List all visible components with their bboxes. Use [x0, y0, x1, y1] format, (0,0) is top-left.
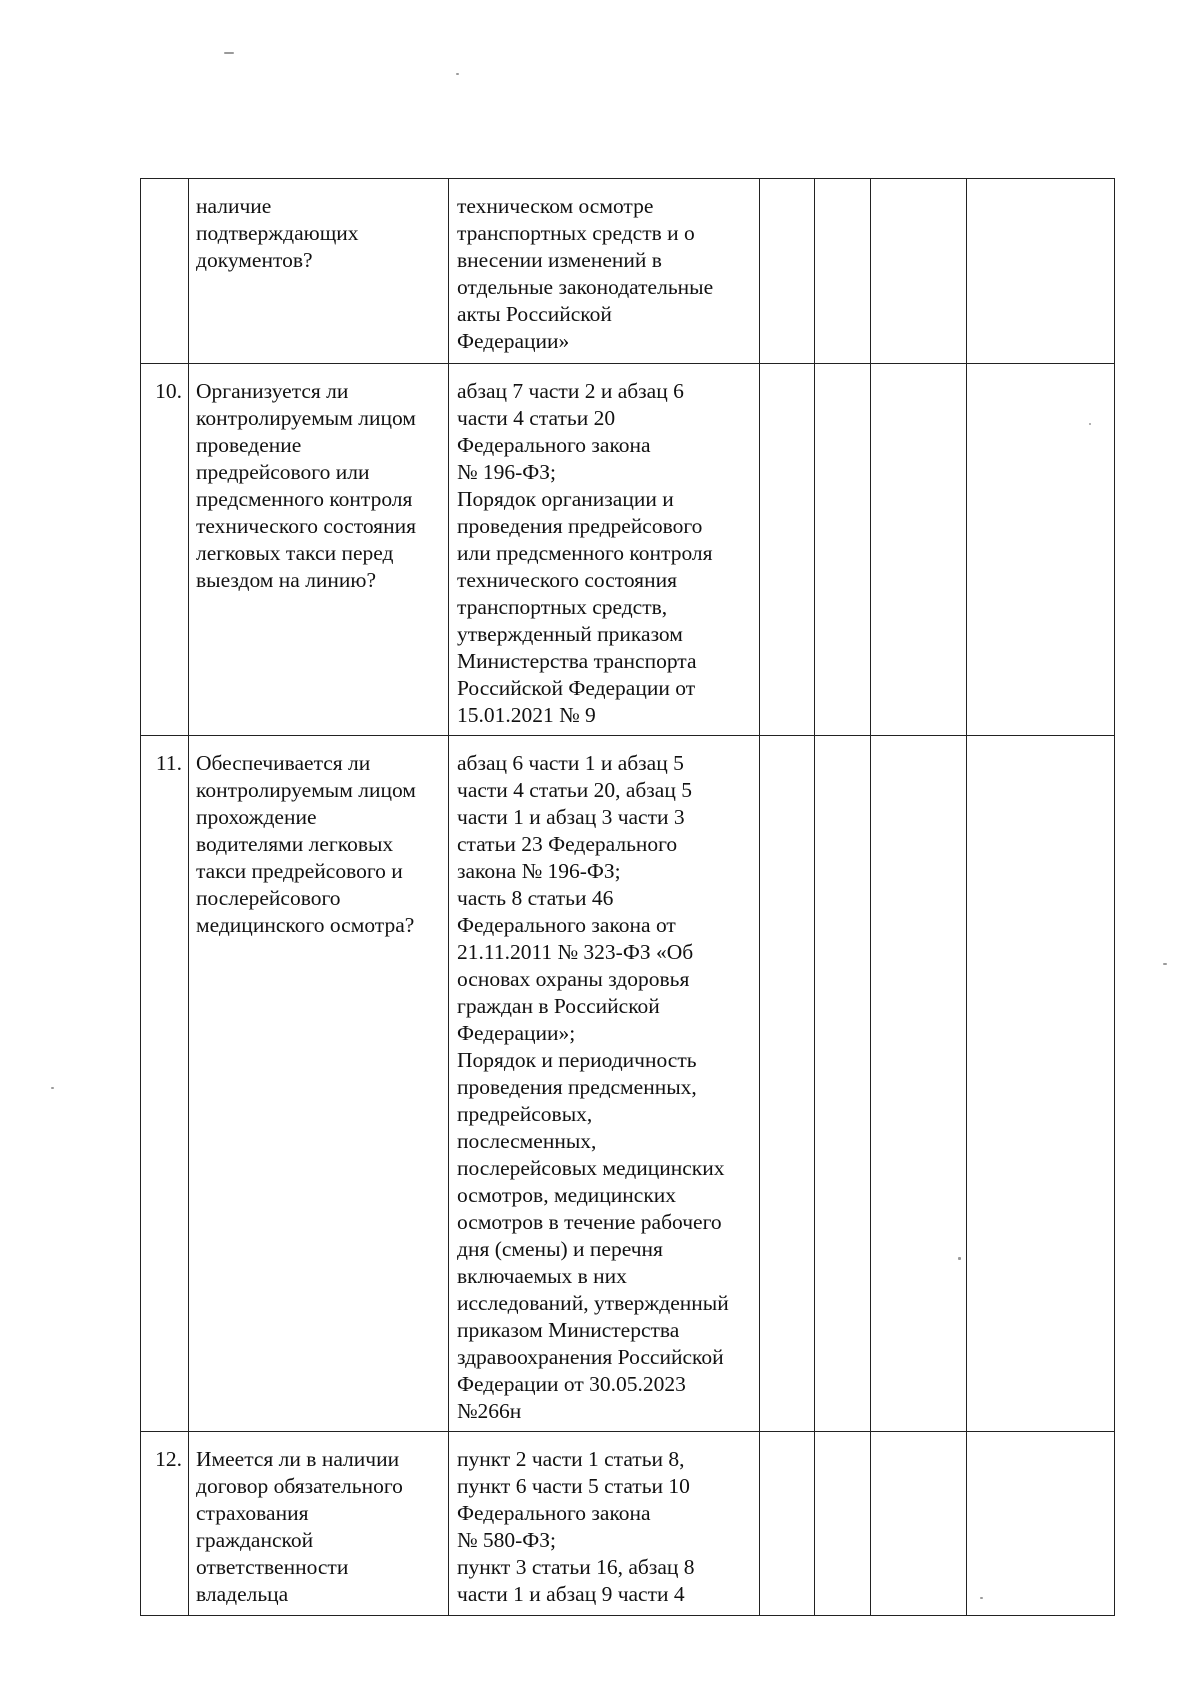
scan-speck — [980, 1597, 983, 1599]
scan-speck — [958, 1257, 961, 1260]
scan-speck — [1089, 423, 1091, 425]
scan-speck — [456, 73, 459, 75]
question-cell: Организуется ли контролируемым лицом проведение предрейсового или предсменного контроля технического состояния легковых такси перед выездом на линию? — [189, 364, 449, 736]
answer-yes-cell — [760, 179, 815, 364]
comment-cell — [967, 179, 1115, 364]
question-cell: наличие подтверждающих документов? — [189, 179, 449, 364]
comment-cell — [967, 736, 1115, 1432]
scan-speck — [51, 1087, 54, 1089]
row-number: 12. — [141, 1432, 189, 1616]
question-cell: Обеспечивается ли контролируемым лицом прохождение водителями легковых такси предрейсового и послерейсового медицинского осмотра? — [189, 736, 449, 1432]
comment-cell — [967, 1432, 1115, 1616]
checklist-table — [140, 178, 1115, 1616]
row-number — [141, 179, 189, 364]
answer-no-cell — [815, 1432, 871, 1616]
row-number: 11. — [141, 736, 189, 1432]
answer-na-cell — [871, 736, 967, 1432]
table-row — [141, 179, 1115, 364]
row-number: 10. — [141, 364, 189, 736]
answer-na-cell — [871, 1432, 967, 1616]
answer-no-cell — [815, 179, 871, 364]
answer-na-cell — [871, 364, 967, 736]
answer-yes-cell — [760, 1432, 815, 1616]
legal-reference-cell: абзац 6 части 1 и абзац 5 части 4 статьи 20, абзац 5 части 1 и абзац 3 части 3 статьи 23 Федерального закона № 196-ФЗ; часть 8 статьи 46 Федерального закона от 21.11.2011 № 323-ФЗ «Об основах охраны здоровья граждан в Российской Федерации»; Порядок и периодичность проведения предсменных, предрейсовых, послесменных, послерейсовых медицинских осмотров, медицинских осмотров в течение рабочего дня (смены) и перечня включаемых в них исследований, утвержденный приказом Министерства здравоохранения Российской Федерации от 30.05.2023 №266н — [449, 736, 760, 1432]
question-cell: Имеется ли в наличии договор обязательного страхования гражданской ответственности владельца — [189, 1432, 449, 1616]
answer-na-cell — [871, 179, 967, 364]
comment-cell — [967, 364, 1115, 736]
scan-speck — [224, 52, 234, 54]
legal-reference-cell: техническом осмотре транспортных средств и о внесении изменений в отдельные законодательные акты Российской Федерации» — [449, 179, 760, 364]
answer-no-cell — [815, 364, 871, 736]
scan-speck — [1163, 963, 1167, 965]
legal-reference-cell: пункт 2 части 1 статьи 8, пункт 6 части 5 статьи 10 Федерального закона № 580-ФЗ; пункт 3 статьи 16, абзац 8 части 1 и абзац 9 части 4 — [449, 1432, 760, 1616]
table-row — [141, 736, 1115, 1432]
table-row — [141, 364, 1115, 736]
answer-yes-cell — [760, 364, 815, 736]
table-row — [141, 1432, 1115, 1616]
legal-reference-cell: абзац 7 части 2 и абзац 6 части 4 статьи 20 Федерального закона № 196-ФЗ; Порядок организации и проведения предрейсового или предсменного контроля технического состояния транспортных средств, утвержденный приказом Министерства транспорта Российской Федерации от 15.01.2021 № 9 — [449, 364, 760, 736]
answer-no-cell — [815, 736, 871, 1432]
answer-yes-cell — [760, 736, 815, 1432]
